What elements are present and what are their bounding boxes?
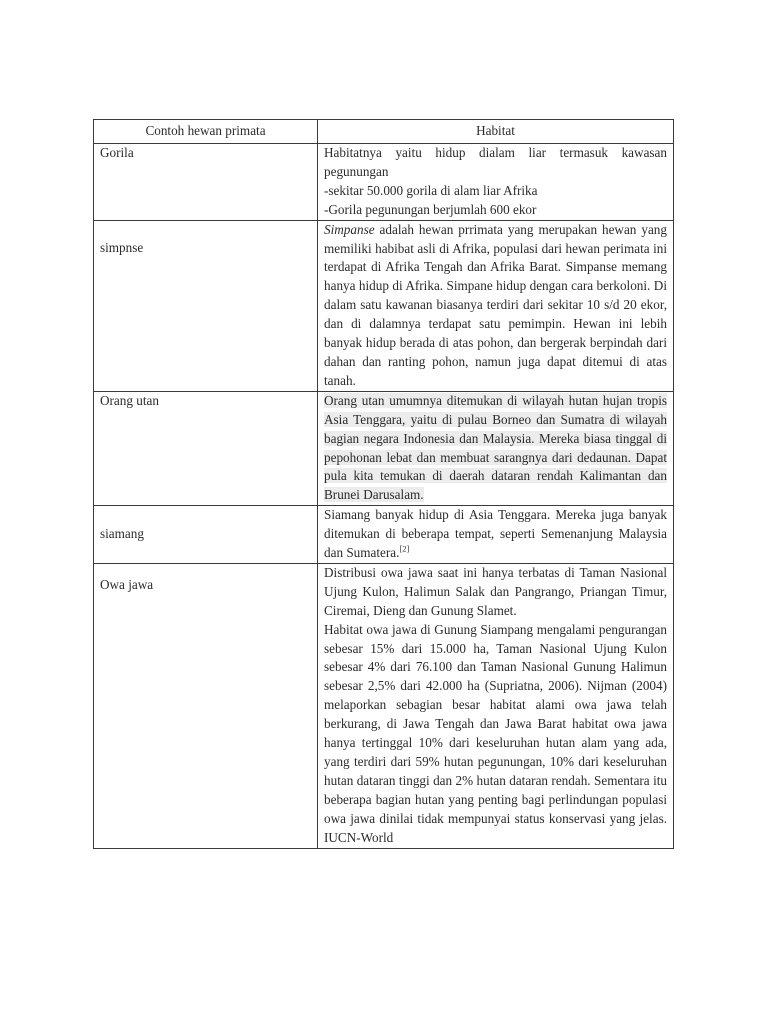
habitat-text bbox=[324, 392, 667, 505]
habitat-cell bbox=[318, 220, 674, 391]
habitat-line: Habitatnya yaitu hidup dialam liar termasuk kawasan pegunungan bbox=[324, 145, 667, 179]
habitat-paragraph: Habitat owa jawa di Gunung Siampang mengalami pengurangan sebesar 15% dari 15.000 ha, Taman Nasional Ujung Kulon sebesar 4% dari 76.100 dan Taman Nasional Gunung Halimun sebesar 2,5% dari 42.000 ha (Supriatna, 2006). Nijman (2004) melaporkan sebagian besar habitat alami owa jawa telah berkurang, di Jawa Tengah dan Jawa Barat habitat owa jawa hanya tertinggal 10% dari keseluruhan hutan alam yang ada, yang terdiri dari 59% hutan pegunungan, 10% dari keseluruhan hutan dataran tinggi dan 2% hutan dataran rendah. Sementara itu beberapa bagian hutan yang penting bagi perlindungan populasi owa jawa dinilai tidak mempunyai status konservasi yang jelas. IUCN-World bbox=[324, 621, 667, 845]
primate-name-cell: Gorila bbox=[94, 144, 318, 221]
header-primate-example: Contoh hewan primata bbox=[94, 120, 318, 144]
primate-name-cell: siamang bbox=[94, 506, 318, 564]
header-habitat: Habitat bbox=[318, 120, 674, 144]
primate-name-cell: Orang utan bbox=[94, 391, 318, 505]
habitat-text bbox=[324, 506, 667, 563]
table-row-owa-jawa bbox=[94, 563, 674, 848]
habitat-cell bbox=[318, 144, 674, 221]
habitat-cell bbox=[318, 506, 674, 564]
habitat-body: Siamang banyak hidup di Asia Tenggara. Mereka juga banyak ditemukan di beberapa tempat, seperti Semenanjung Malaysia dan Sumatera. bbox=[324, 507, 667, 561]
habitat-paragraph: Distribusi owa jawa saat ini hanya terbatas di Taman Nasional Ujung Kulon, Halimun Salak dan Pangrango, Priangan Timur, Ciremai, Dieng dan Gunung Slamet. bbox=[324, 564, 667, 618]
primate-habitat-table bbox=[93, 119, 674, 849]
habitat-cell bbox=[318, 563, 674, 848]
habitat-line: -Gorila pegunungan berjumlah 600 ekor bbox=[324, 201, 537, 217]
table-row-orang-utan bbox=[94, 391, 674, 505]
table-row-gorila bbox=[94, 144, 674, 221]
habitat-line: -sekitar 50.000 gorila di alam liar Afrika bbox=[324, 182, 538, 198]
table-row-siamang bbox=[94, 506, 674, 564]
habitat-lead-italic: Simpanse bbox=[324, 221, 375, 237]
habitat-text bbox=[324, 221, 667, 391]
primate-name-cell: Owa jawa bbox=[94, 563, 318, 848]
table-row-simpanse bbox=[94, 220, 674, 391]
habitat-cell bbox=[318, 391, 674, 505]
citation-link[interactable]: [2] bbox=[399, 543, 410, 554]
primate-name-cell: simpnse bbox=[94, 220, 318, 391]
table-header-row bbox=[94, 120, 674, 144]
habitat-highlighted-text: Orang utan umumnya ditemukan di wilayah hutan hujan tropis Asia Tenggara, yaitu di pulau Borneo dan Sumatra di wilayah bagian negara Indonesia dan Malaysia. Mereka biasa tinggal di pepohonan lebat dan membuat sarangnya dari dedaunan. Dapat pula kita temukan di daerah dataran rendah Kalimantan dan Brunei Darusalam. bbox=[324, 392, 667, 503]
habitat-body: adalah hewan prrimata yang merupakan hewan yang memiliki habibat asli di Afrika, populasi dari hewan perimata ini terdapat di Afrika Tengah dan Afrika Barat. Simpanse memang hanya hidup di Afrika. Simpane hidup dengan cara berkoloni. Di dalam satu kawanan biasanya terdiri dari sekitar 10 s/d 20 ekor, dan di dalamnya terdapat satu pemimpin. Hewan ini lebih banyak hidup berada di atas pohon, dan bergerak berpindah dari dahan dan ranting pohon, namun juga dapat ditemui di atas tanah. bbox=[324, 221, 667, 388]
